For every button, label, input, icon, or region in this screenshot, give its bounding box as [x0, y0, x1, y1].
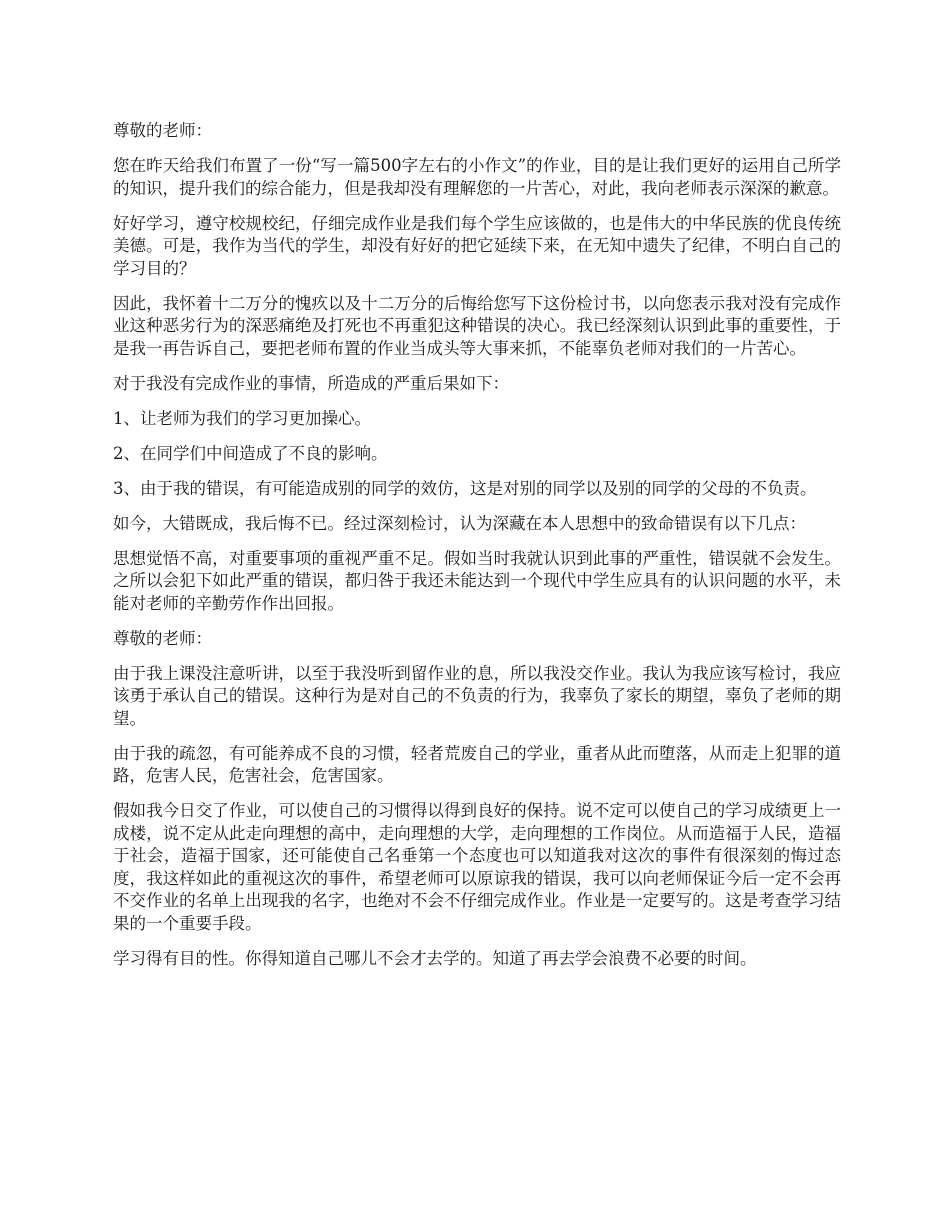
document-page [113, 120, 841, 983]
list-item: 3、由于我的错误，有可能造成别的同学的效仿，这是对别的同学以及别的同学的父母的不负责。 [113, 478, 817, 498]
body-paragraph: 如今，大错既成，我后悔不已。经过深刻检讨，认为深藏在本人思想中的致命错误有以下几点： [113, 513, 806, 533]
salutation: 尊敬的老师： [113, 628, 212, 648]
body-paragraph: 思想觉悟不高，对重要事项的重视严重不足。假如当时我就认识到此事的严重性，错误就不会发生。之所以会犯下如此严重的错误，都归咎于我还未能达到一个现代中学生应具有的认识问题的水平，未能对老师的辛勤劳作作出回报。 [113, 548, 841, 613]
body-paragraph: 对于我没有完成作业的事情，所造成的严重后果如下： [113, 373, 509, 393]
body-paragraph: 因此，我怀着十二万分的愧疚以及十二万分的后悔给您写下这份检讨书，以向您表示我对没有完成作业这种恶劣行为的深恶痛绝及打死也不再重犯这种错误的决心。我已经深刻认识到此事的重要性，于是我一再告诉自己，要把老师布置的作业当成头等大事来抓，不能辜负老师对我们的一片苦心。 [113, 293, 841, 358]
body-paragraph: 由于我的疏忽，有可能养成不良的习惯，轻者荒废自己的学业，重者从此而堕落，从而走上犯罪的道路，危害人民，危害社会，危害国家。 [113, 743, 841, 785]
body-paragraph: 好好学习，遵守校规校纪，仔细完成作业是我们每个学生应该做的，也是伟大的中华民族的优良传统美德。可是，我作为当代的学生，却没有好好的把它延续下来，在无知中遗失了纪律，不明白自己的学习目的？ [113, 213, 841, 278]
body-paragraph: 假如我今日交了作业，可以使自己的习惯得以得到良好的保持。说不定可以使自己的学习成绩更上一成楼，说不定从此走向理想的高中，走向理想的大学，走向理想的工作岗位。从而造福于人民，造福于社会，造福于国家，还可能使自己名垂第一个态度也可以知道我对这次的事件有很深刻的悔过态度，我这样如此的重视这次的事件，希望老师可以原谅我的错误，我可以向老师保证今后一定不会再不交作业的名单上出现我的名字，也绝对不会不仔细完成作业。作业是一定要写的。这是考查学习结果的一个重要手段。 [113, 801, 841, 933]
body-paragraph: 您在昨天给我们布置了一份“写一篇500字左右的小作文”的作业，目的是让我们更好的运用自己所学的知识，提升我们的综合能力，但是我却没有理解您的一片苦心，对此，我向老师表示深深的歉意。 [113, 156, 841, 198]
body-paragraph: 学习得有目的性。你得知道自己哪儿不会才去学的。知道了再去学会浪费不必要的时间。 [113, 948, 757, 968]
list-item: 2、在同学们中间造成了不良的影响。 [113, 443, 388, 463]
list-item: 1、让老师为我们的学习更加操心。 [113, 408, 371, 428]
body-paragraph: 由于我上课没注意听讲，以至于我没听到留作业的息，所以我没交作业。我认为我应该写检讨，我应该勇于承认自己的错误。这种行为是对自己的不负责的行为，我辜负了家长的期望，辜负了老师的期望。 [113, 663, 841, 728]
salutation: 尊敬的老师： [113, 121, 212, 140]
